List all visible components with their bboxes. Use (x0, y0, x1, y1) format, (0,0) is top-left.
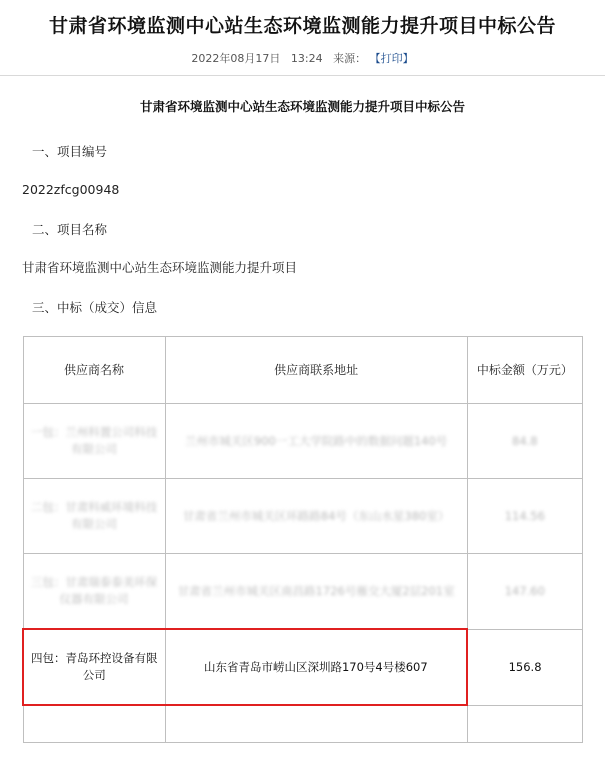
document-subtitle: 甘肃省环境监测中心站生态环境监测能力提升项目中标公告 (139, 98, 465, 114)
cell-supplier-name: 二包：甘肃科威环境科技有限公司 (23, 479, 165, 554)
bid-results-table (22, 336, 583, 743)
cell-supplier-address: 甘肃省兰州市城关区南昌路1726号雁交大厦2层201室 (165, 554, 467, 630)
header-divider (0, 75, 605, 76)
print-button[interactable]: 【打印】 (369, 51, 414, 65)
cell-supplier-address: 甘肃省兰州市城关区环路路84号（东山水星380室） (165, 479, 467, 554)
cell-bid-amount: 147.60 (467, 554, 582, 630)
column-header-supplier-name: 供应商名称 (23, 337, 165, 404)
cell-supplier-name: 三包：甘肃瑞泰泰美环保仪器有限公司 (23, 554, 165, 630)
cell-supplier-name (23, 705, 165, 743)
cell-bid-amount (467, 705, 582, 743)
source-label: 来源： (333, 51, 367, 65)
section-heading-bid-info: 三、中标（成交）信息 (32, 300, 158, 316)
table-row-highlighted (23, 629, 583, 705)
project-name-value: 甘肃省环境监测中心站生态环境监测能力提升项目 (22, 260, 298, 276)
cell-supplier-name: 一包：兰州科置公司科技有限公司 (23, 404, 165, 479)
table-row (23, 554, 583, 630)
meta-space (284, 52, 288, 65)
publish-date: 2022年08月17日 (191, 51, 281, 65)
page-title: 甘肃省环境监测中心站生态环境监测能力提升项目中标公告 (48, 15, 556, 37)
cell-bid-amount: 84.8 (467, 404, 582, 479)
column-header-supplier-address: 供应商联系地址 (165, 337, 467, 404)
section-heading-project-name: 二、项目名称 (32, 222, 108, 238)
cell-supplier-address: 山东省青岛市崂山区深圳路170号4号楼607 (165, 629, 467, 705)
publish-time: 13:24 (290, 51, 323, 65)
column-header-bid-amount: 中标金额（万元） (467, 337, 582, 404)
table-row (23, 404, 583, 479)
cell-bid-amount: 114.56 (467, 479, 582, 554)
document-body (0, 98, 605, 744)
cell-supplier-name: 四包：青岛环控设备有限公司 (23, 629, 165, 705)
cell-supplier-address: 兰州市城关区900一工大学院路中的数据问题140号 (165, 404, 467, 479)
table-head (23, 337, 583, 404)
table-row (23, 705, 583, 743)
cell-supplier-address (165, 705, 467, 743)
document-meta (0, 50, 605, 75)
table-header-row (23, 337, 583, 404)
table-body (23, 404, 583, 743)
section-heading-project-number: 一、项目编号 (32, 144, 108, 160)
meta-space-2 (326, 52, 330, 65)
table-row (23, 479, 583, 554)
cell-bid-amount: 156.8 (467, 629, 582, 705)
project-number-value: 2022zfcg00948 (22, 182, 120, 198)
